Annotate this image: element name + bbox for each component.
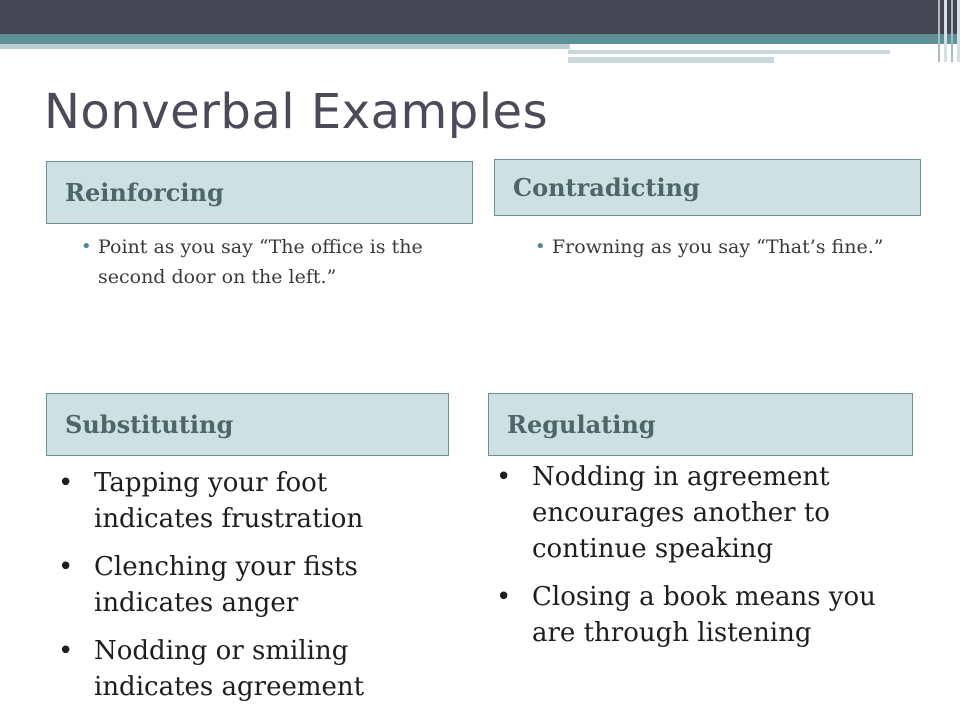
- list-item: • Closing a book means you are through listening: [496, 579, 926, 651]
- bullet-list-substituting: [58, 465, 428, 717]
- section-header-regulating: Regulating: [488, 393, 913, 456]
- bullet-list-reinforcing: [74, 232, 474, 292]
- list-item: • Point as you say “The office is the second door on the left.”: [74, 232, 474, 292]
- list-item: • Tapping your foot indicates frustration: [58, 465, 428, 537]
- section-header-reinforcing: Reinforcing: [46, 161, 473, 224]
- top-bar: [0, 0, 960, 34]
- list-item: • Nodding in agreement encourages another to continue speaking: [496, 459, 926, 567]
- list-item: • Clenching your fists indicates anger: [58, 549, 428, 621]
- decorative-strip: [568, 50, 890, 54]
- list-item: • Nodding or smiling indicates agreement: [58, 633, 428, 705]
- bullet-list-contradicting: [528, 232, 908, 262]
- slide-title: Nonverbal Examples: [44, 84, 549, 140]
- decorative-vertical-lines: [924, 0, 960, 62]
- list-item: • Frowning as you say “That’s fine.”: [528, 232, 908, 262]
- decorative-strip: [0, 44, 570, 49]
- bullet-list-regulating: [496, 459, 926, 663]
- decorative-strip: [568, 57, 774, 63]
- section-header-substituting: Substituting: [46, 393, 449, 456]
- teal-band: [0, 34, 960, 44]
- section-header-contradicting: Contradicting: [494, 159, 921, 216]
